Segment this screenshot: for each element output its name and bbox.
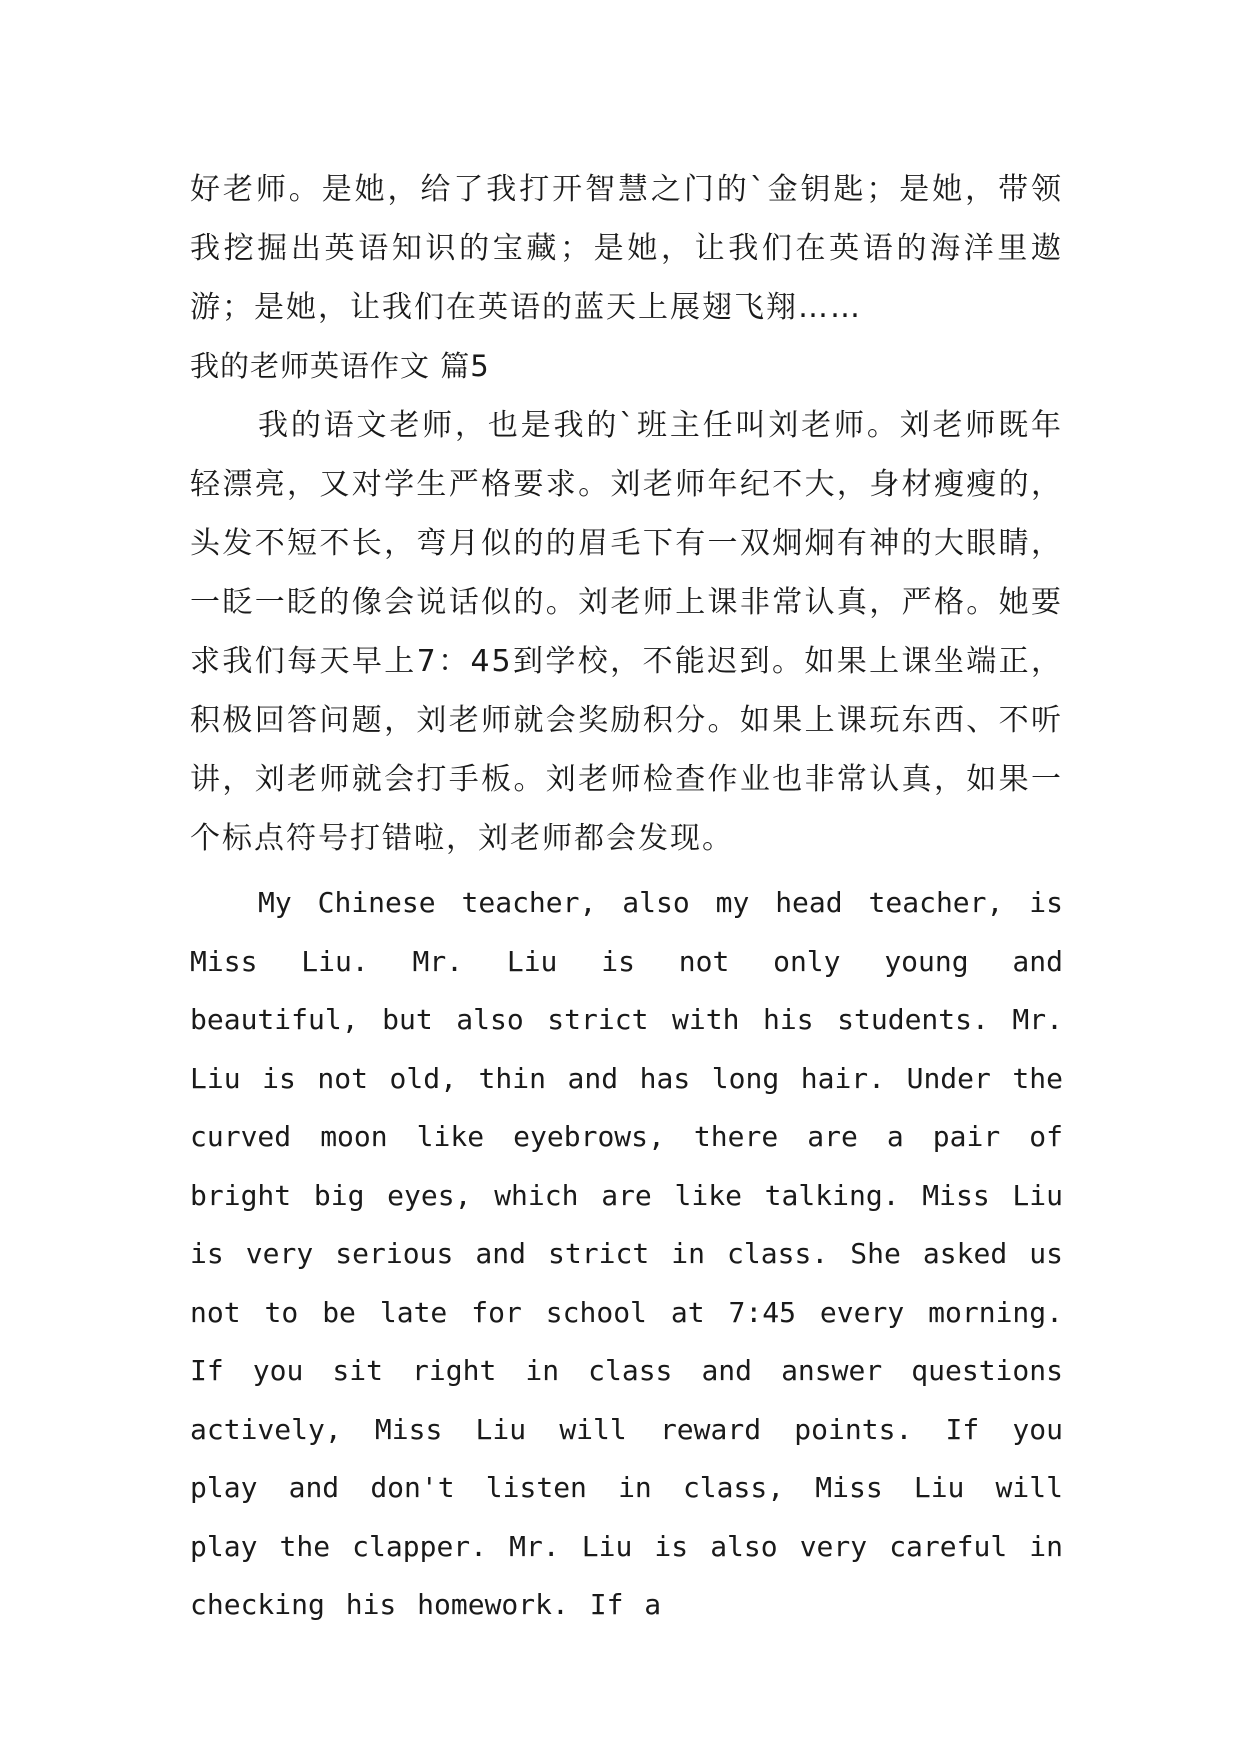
section-heading: 我的老师英语作文 篇5 <box>190 349 490 383</box>
chinese-paragraph: 我的语文老师，也是我的`班主任叫刘老师。刘老师既年轻漂亮，又对学生严格要求。刘老师年纪不大，身材瘦瘦的，头发不短不长，弯月似的的眉毛下有一双炯炯有神的大眼睛，一眨一眨的像会说话似的。刘老师上课非常认真，严格。她要求我们每天早上7：45到学校，不能迟到。如果上课坐端正，积极回答问题，刘老师就会奖励积分。如果上课玩东西、不听讲，刘老师就会打手板。刘老师检查作业也非常认真，如果一个标点符号打错啦，刘老师都会发现。 <box>190 408 1063 856</box>
english-paragraph: My Chinese teacher, also my head teacher, is Miss Liu. Mr. Liu is not only young and beautiful, but also strict with his students. Mr. Liu is not old, thin and has long hair. Under the curved moon like eyebrows, there are a pair of bright big eyes, which are like talking. Miss Liu is very serious and strict in class. She asked us not to be late for school at 7:45 every morning. If you sit right in class and answer questions actively, Miss Liu will reward points. If you play and don't listen in class, Miss Liu will play the clapper. Mr. Liu is also very careful in checking his homework. If a <box>190 886 1063 1621</box>
document-body <box>190 160 1063 1635</box>
continued-paragraph: 好老师。是她，给了我打开智慧之门的`金钥匙；是她，带领我挖掘出英语知识的宝藏；是她，让我们在英语的海洋里遨游；是她，让我们在英语的蓝天上展翅飞翔…… <box>190 172 1063 325</box>
